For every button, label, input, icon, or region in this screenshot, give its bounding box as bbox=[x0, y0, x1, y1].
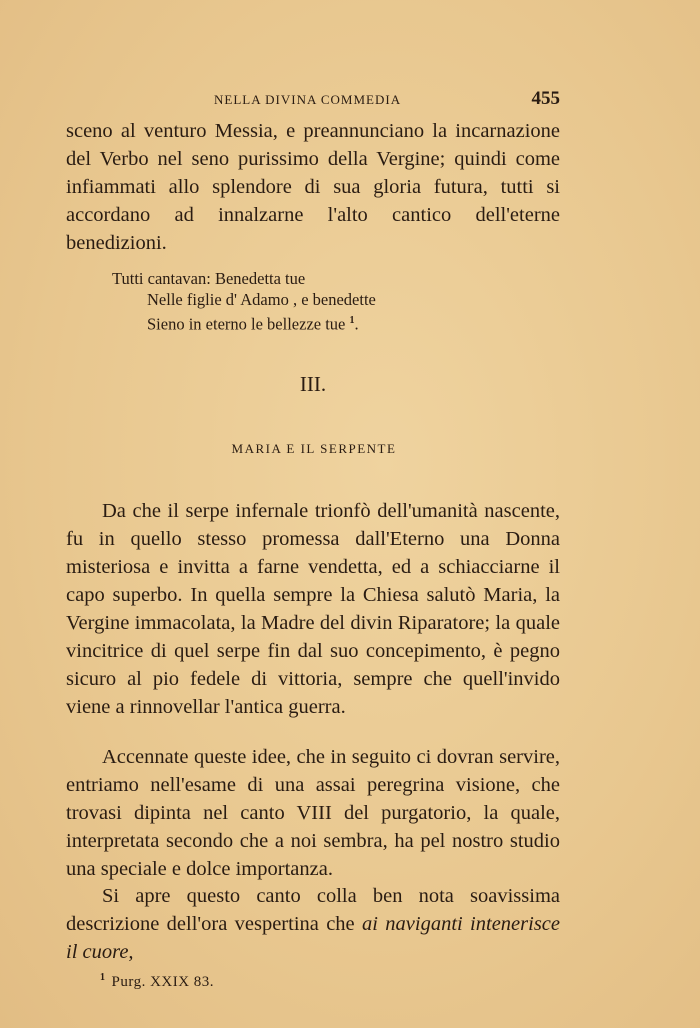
section-title: MARIA E IL SERPENTE bbox=[231, 441, 397, 456]
chapter-number: III. bbox=[299, 372, 327, 396]
body-paragraph-2: Accennate queste idee, che in seguito ci dovran servire, entriamo nell'esame di una assai peregrina visione, che trovasi dipinta nel canto VIII del purgatorio, la quale, interpretata secondo che a noi sembra, ha pel nostro studio una speciale e dolce importanza. bbox=[66, 746, 560, 880]
intro-paragraph: sceno al venturo Messia, e preannunciano la incarnazione del Verbo nel seno purissimo della Vergine; quindi come infiammati allo splendore di sua gloria futura, tutti si accordano ad innalzarne l'alto cantico dell'eterne benedizioni. bbox=[66, 120, 560, 254]
footnote-reference: 1 bbox=[349, 315, 355, 326]
page-header bbox=[66, 88, 560, 112]
paragraph-3-italic: ai naviganti intenerisce il cuore, bbox=[66, 913, 560, 963]
running-head: NELLA DIVINA COMMEDIA bbox=[214, 92, 402, 107]
verse-line-1: Tutti cantavan: Benedetta tue bbox=[112, 269, 306, 288]
footnote-text: Purg. XXIX 83. bbox=[111, 974, 215, 990]
verse-line-3-wrapper: Sieno in eterno le bellezze tue $^1$. bbox=[147, 314, 359, 334]
verse-quotation bbox=[112, 268, 376, 335]
page-number: 455 bbox=[531, 88, 560, 109]
footnote-mark: 1 bbox=[100, 972, 106, 983]
verse-line-3: Sieno in eterno le bellezze tue bbox=[147, 314, 346, 334]
verse-line-2: Nelle figlie d' Adamo , e benedette bbox=[147, 290, 376, 309]
body-paragraph-3 bbox=[66, 882, 560, 966]
footnote bbox=[100, 972, 214, 991]
paragraph-3-text: Si apre questo canto colla ben nota soavissima descrizione dell'ora vespertina che bbox=[66, 885, 560, 935]
body-paragraph-1: Da che il serpe infernale trionfò dell'umanità nascente, fu in quello stesso promessa dall'Eterno una Donna misteriosa e invitta a farne vendetta, ed a schiacciarne il capo superbo. In quella sempre la Chiesa salutò Maria, la Vergine immacolata, la Madre del divin Riparatore; la quale vincitrice di quel serpe fin dal suo concepimento, è pegno sicuro al pio fedele di vittoria, sempre che quell'invido viene a rinnovellar l'antica guerra. bbox=[66, 500, 560, 718]
